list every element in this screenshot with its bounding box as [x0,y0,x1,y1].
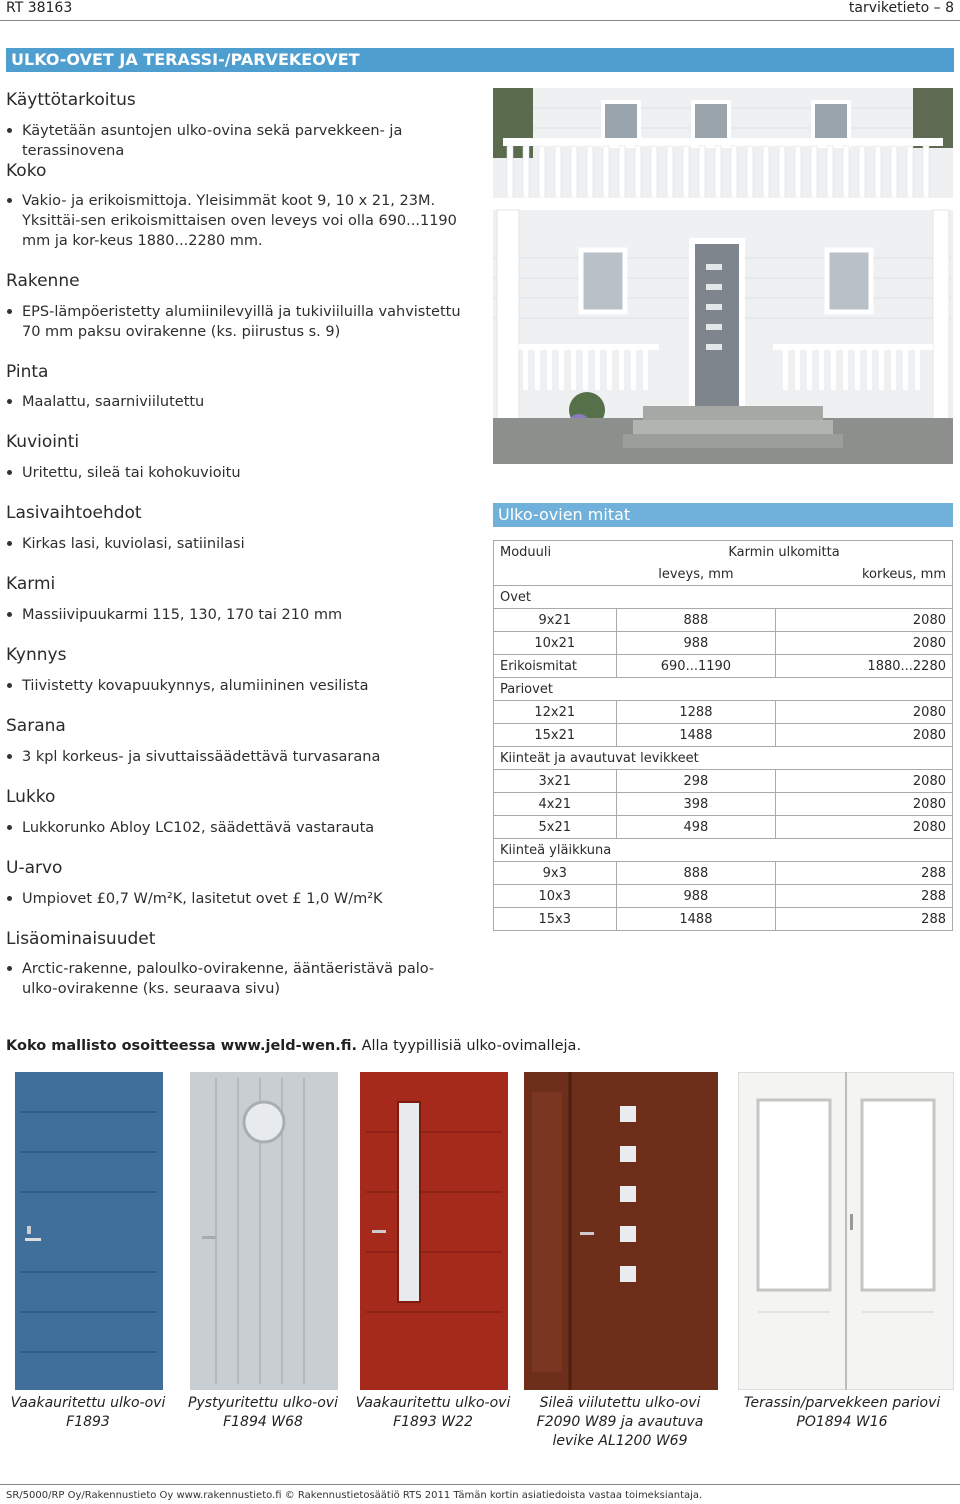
door-caption [180,1394,346,1432]
document-id: RT 38163 [6,0,73,16]
table-cell: 690...1190 [616,655,776,678]
table-cell: 3x21 [494,770,617,793]
spec-heading: Pinta [6,362,49,382]
header-divider [0,20,960,21]
table-cell: 1488 [616,908,776,931]
spec-item: EPS-lämpöeristetty alumiinilevyillä ja tukiviiluilla vahvistettu 70 mm paksu ovirakenne (ks. piirustus s. 9) [6,302,476,342]
table-cell: Erikoismitat [494,655,617,678]
table-row [494,609,953,632]
spec-heading: Lisäominaisuudet [6,929,156,949]
table-cell: 2080 [776,701,953,724]
table-row [494,793,953,816]
table-row [494,885,953,908]
spec-heading: Lukko [6,787,56,807]
table-cell: 288 [776,885,953,908]
table-row [494,655,953,678]
door-image-f1893 [15,1072,163,1390]
models-intro [6,1038,581,1054]
table-cell: 2080 [776,609,953,632]
footer-text: SR/5000/RP Oy/Rakennustieto Oy www.rakennustieto.fi © Rakennustietosäätiö RTS 2011 Tämän kortin asiatiedoista vastaa toimeksiantaja. [6,1490,703,1501]
spec-item: Tiivistetty kovapuukynnys, alumiininen vesilista [6,676,476,696]
table-cell: 1288 [616,701,776,724]
caption-line: F1894 W68 [223,1414,303,1430]
table-row [494,770,953,793]
door-dimensions-table [493,540,953,931]
caption-line: Vaakauritettu ulko-ovi [10,1395,166,1411]
table-cell: 288 [776,862,953,885]
caption-line: Vaakauritettu ulko-ovi [355,1395,511,1411]
table-cell: 2080 [776,770,953,793]
spec-heading: Kynnys [6,645,67,665]
spec-item: Arctic-rakenne, paloulko-ovirakenne, ääntäeristävä palo-ulko-ovirakenne (ks. seuraava sivu) [6,959,436,999]
caption-line: F1893 W22 [393,1414,473,1430]
table-cell: 12x21 [494,701,617,724]
spec-heading: Käyttötarkoitus [6,90,136,110]
house-photo [493,88,953,464]
table-cell: 988 [616,632,776,655]
spec-item: Maalattu, saarniviilutettu [6,392,476,412]
table-cell: 9x21 [494,609,617,632]
spec-item: Kirkas lasi, kuviolasi, satiinilasi [6,534,476,554]
caption-line: Pystyuritettu ulko-ovi [188,1395,338,1411]
page-label: tarviketieto – 8 [848,0,954,16]
door-image-f2090-w89 [524,1072,718,1390]
door-caption [350,1394,516,1432]
spec-heading: Lasivaihtoehdot [6,503,142,523]
table-title: Ulko-ovien mitat [493,503,953,527]
spec-item: Uritettu, sileä tai kohokuvioitu [6,463,476,483]
spec-item: Käytetään asuntojen ulko-ovina sekä parvekkeen- ja terassinovena [6,121,476,161]
table-row [494,724,953,747]
column-header: leveys, mm [616,563,776,586]
table-cell: 1880...2280 [776,655,953,678]
table-cell: 10x21 [494,632,617,655]
table-row [494,816,953,839]
spec-item: Umpiovet £0,7 W/m²K, lasitetut ovet £ 1,0 W/m²K [6,889,476,909]
table-cell: 2080 [776,724,953,747]
footer-divider [0,1484,960,1485]
models-intro-rest: Alla tyypillisiä ulko-ovimalleja. [357,1038,582,1054]
table-group-label: Kiinteät ja avautuvat levikkeet [494,747,953,770]
caption-line: PO1894 W16 [796,1414,888,1430]
caption-line: F2090 W89 ja avautuva [536,1414,704,1430]
models-link-text: Koko mallisto osoitteessa www.jeld-wen.fi. [6,1038,357,1054]
spec-heading: Rakenne [6,271,80,291]
table-cell: 5x21 [494,816,617,839]
door-caption [522,1394,718,1451]
table-row [494,862,953,885]
door-caption [730,1394,954,1432]
table-cell: 2080 [776,632,953,655]
spec-heading: Karmi [6,574,56,594]
table-cell: 398 [616,793,776,816]
spec-heading: Koko [6,161,47,181]
table-cell: 2080 [776,816,953,839]
section-title: ULKO-OVET JA TERASSI-/PARVEKEOVET [6,48,954,72]
table-cell: 498 [616,816,776,839]
caption-line: F1893 [66,1414,110,1430]
door-caption [6,1394,170,1432]
table-row [494,701,953,724]
table-group-label: Kiinteä yläikkuna [494,839,953,862]
spec-item: 3 kpl korkeus- ja sivuttaissäädettävä turvasarana [6,747,476,767]
spec-heading: U-arvo [6,858,63,878]
house-illustration [493,88,953,464]
table-cell: 888 [616,862,776,885]
table-cell: 298 [616,770,776,793]
caption-line: Terassin/parvekkeen pariovi [743,1395,941,1411]
spec-item: Vakio- ja erikoismittoja. Yleisimmät koot 9, 10 x 21, 23M. Yksittäi-sen erikoismittaisen oven leveys voi olla 690...1190 mm ja kor-keus 1880...2280 mm. [6,191,476,251]
table-cell: 9x3 [494,862,617,885]
table-cell: 288 [776,908,953,931]
table-cell: 15x21 [494,724,617,747]
table-group-label: Pariovet [494,678,953,701]
door-image-f1893-w22 [360,1072,508,1390]
spec-heading: Kuviointi [6,432,80,452]
table-cell: 2080 [776,793,953,816]
table-row [494,632,953,655]
caption-line: Sileä viilutettu ulko-ovi [539,1395,701,1411]
column-header: korkeus, mm [776,563,953,586]
caption-line: levike AL1200 W69 [552,1433,688,1449]
table-row [494,908,953,931]
door-image-f1894-w68 [190,1072,338,1390]
spec-item: Lukkorunko Abloy LC102, säädettävä vastarauta [6,818,476,838]
table-cell: 1488 [616,724,776,747]
table-cell: 15x3 [494,908,617,931]
table-cell: 988 [616,885,776,908]
column-header: Moduuli [494,541,617,564]
column-header: Karmin ulkomitta [616,541,953,564]
spec-heading: Sarana [6,716,66,736]
table-cell: 888 [616,609,776,632]
spec-item: Massiivipuukarmi 115, 130, 170 tai 210 mm [6,605,476,625]
table-group-label: Ovet [494,586,953,609]
table-cell: 10x3 [494,885,617,908]
table-cell: 4x21 [494,793,617,816]
door-image-po1894-w16 [738,1072,954,1390]
